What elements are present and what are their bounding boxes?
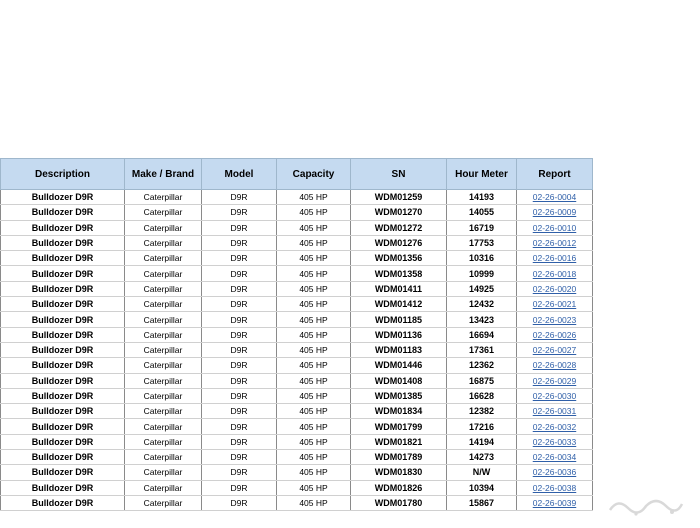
report-link[interactable]: 02-26-0034	[532, 452, 577, 463]
cell-report	[517, 450, 593, 465]
report-link[interactable]: 02-26-0039	[532, 498, 577, 509]
cell-report	[517, 190, 593, 205]
table-row	[1, 327, 593, 342]
cell-report	[517, 205, 593, 220]
cell-model: D9R	[202, 266, 277, 281]
cell-capacity: 405 HP	[277, 297, 351, 312]
cell-make-brand: Caterpillar	[125, 342, 202, 357]
cell-report	[517, 266, 593, 281]
report-link[interactable]: 02-26-0010	[532, 222, 577, 233]
table-row	[1, 342, 593, 357]
cell-model: D9R	[202, 465, 277, 480]
cell-report	[517, 480, 593, 495]
table-row	[1, 220, 593, 235]
cell-model: D9R	[202, 404, 277, 419]
cell-report	[517, 465, 593, 480]
header-hour-meter[interactable]: Hour Meter	[447, 159, 517, 190]
cell-sn: WDM01183	[351, 342, 447, 357]
cell-report	[517, 281, 593, 296]
cell-report	[517, 251, 593, 266]
table-row	[1, 235, 593, 250]
cell-make-brand: Caterpillar	[125, 220, 202, 235]
cell-make-brand: Caterpillar	[125, 388, 202, 403]
cell-description: Bulldozer D9R	[1, 434, 125, 449]
cell-description: Bulldozer D9R	[1, 297, 125, 312]
cell-model: D9R	[202, 190, 277, 205]
report-link[interactable]: 02-26-0020	[532, 283, 577, 294]
cell-make-brand: Caterpillar	[125, 235, 202, 250]
cell-sn: WDM01834	[351, 404, 447, 419]
cell-model: D9R	[202, 373, 277, 388]
cell-hour-meter: 17361	[447, 342, 517, 357]
cell-make-brand: Caterpillar	[125, 205, 202, 220]
table-row	[1, 312, 593, 327]
cell-description: Bulldozer D9R	[1, 480, 125, 495]
cell-hour-meter: 16628	[447, 388, 517, 403]
cell-model: D9R	[202, 312, 277, 327]
table-row	[1, 251, 593, 266]
cell-make-brand: Caterpillar	[125, 419, 202, 434]
cell-model: D9R	[202, 297, 277, 312]
cell-capacity: 405 HP	[277, 281, 351, 296]
table-row	[1, 465, 593, 480]
table-row	[1, 205, 593, 220]
cell-model: D9R	[202, 251, 277, 266]
cell-description: Bulldozer D9R	[1, 251, 125, 266]
cell-make-brand: Caterpillar	[125, 266, 202, 281]
table-body	[1, 190, 593, 511]
cell-make-brand: Caterpillar	[125, 281, 202, 296]
cell-make-brand: Caterpillar	[125, 297, 202, 312]
cell-capacity: 405 HP	[277, 235, 351, 250]
cell-description: Bulldozer D9R	[1, 342, 125, 357]
cell-sn: WDM01276	[351, 235, 447, 250]
cell-description: Bulldozer D9R	[1, 266, 125, 281]
cell-description: Bulldozer D9R	[1, 450, 125, 465]
cell-sn: WDM01446	[351, 358, 447, 373]
table-row	[1, 373, 593, 388]
table-row	[1, 266, 593, 281]
cell-model: D9R	[202, 419, 277, 434]
header-sn[interactable]: SN	[351, 159, 447, 190]
cell-report	[517, 404, 593, 419]
table-row	[1, 404, 593, 419]
cell-model: D9R	[202, 388, 277, 403]
cell-report	[517, 358, 593, 373]
cell-sn: WDM01789	[351, 450, 447, 465]
cell-make-brand: Caterpillar	[125, 190, 202, 205]
cell-capacity: 405 HP	[277, 434, 351, 449]
header-description[interactable]: Description	[1, 159, 125, 190]
cell-description: Bulldozer D9R	[1, 205, 125, 220]
cell-make-brand: Caterpillar	[125, 480, 202, 495]
cell-hour-meter: 16694	[447, 327, 517, 342]
cell-make-brand: Caterpillar	[125, 465, 202, 480]
cell-capacity: 405 HP	[277, 342, 351, 357]
cell-report	[517, 312, 593, 327]
cell-hour-meter: 17216	[447, 419, 517, 434]
cell-hour-meter: 12362	[447, 358, 517, 373]
cell-model: D9R	[202, 342, 277, 357]
cell-hour-meter: 10316	[447, 251, 517, 266]
cell-hour-meter: 10394	[447, 480, 517, 495]
cell-make-brand: Caterpillar	[125, 450, 202, 465]
table-row	[1, 480, 593, 495]
cell-model: D9R	[202, 450, 277, 465]
cell-description: Bulldozer D9R	[1, 358, 125, 373]
cell-sn: WDM01408	[351, 373, 447, 388]
header-capacity[interactable]: Capacity	[277, 159, 351, 190]
cell-hour-meter: 10999	[447, 266, 517, 281]
cell-capacity: 405 HP	[277, 450, 351, 465]
report-link[interactable]: 02-26-0016	[532, 253, 577, 264]
cell-make-brand: Caterpillar	[125, 327, 202, 342]
header-report[interactable]: Report	[517, 159, 593, 190]
report-link[interactable]: 02-26-0029	[532, 375, 577, 386]
cell-sn: WDM01270	[351, 205, 447, 220]
cell-report	[517, 342, 593, 357]
report-link[interactable]: 02-26-0036	[532, 467, 577, 478]
cell-description: Bulldozer D9R	[1, 327, 125, 342]
cell-hour-meter: 16719	[447, 220, 517, 235]
cell-hour-meter: 12432	[447, 297, 517, 312]
cell-hour-meter: 14193	[447, 190, 517, 205]
cell-capacity: 405 HP	[277, 327, 351, 342]
cell-model: D9R	[202, 235, 277, 250]
cell-capacity: 405 HP	[277, 358, 351, 373]
cell-capacity: 405 HP	[277, 266, 351, 281]
header-make-brand[interactable]: Make / Brand	[125, 159, 202, 190]
cell-sn: WDM01358	[351, 266, 447, 281]
cell-make-brand: Caterpillar	[125, 251, 202, 266]
cell-hour-meter: 16875	[447, 373, 517, 388]
table-row	[1, 434, 593, 449]
table-row	[1, 297, 593, 312]
cell-capacity: 405 HP	[277, 312, 351, 327]
cell-sn: WDM01259	[351, 190, 447, 205]
cell-description: Bulldozer D9R	[1, 190, 125, 205]
cell-sn: WDM01780	[351, 495, 447, 510]
cell-report	[517, 220, 593, 235]
cell-description: Bulldozer D9R	[1, 388, 125, 403]
report-link[interactable]: 02-26-0032	[532, 421, 577, 432]
report-link[interactable]: 02-26-0027	[532, 345, 577, 356]
equipment-table	[0, 158, 593, 511]
cell-description: Bulldozer D9R	[1, 495, 125, 510]
cell-capacity: 405 HP	[277, 388, 351, 403]
cell-capacity: 405 HP	[277, 220, 351, 235]
cell-capacity: 405 HP	[277, 251, 351, 266]
cell-capacity: 405 HP	[277, 480, 351, 495]
cell-model: D9R	[202, 434, 277, 449]
report-link[interactable]: 02-26-0031	[532, 406, 577, 417]
cell-sn: WDM01821	[351, 434, 447, 449]
cell-report	[517, 388, 593, 403]
cell-model: D9R	[202, 220, 277, 235]
cell-model: D9R	[202, 480, 277, 495]
cell-hour-meter: 12382	[447, 404, 517, 419]
cell-report	[517, 419, 593, 434]
cell-description: Bulldozer D9R	[1, 281, 125, 296]
cell-make-brand: Caterpillar	[125, 434, 202, 449]
cell-model: D9R	[202, 495, 277, 510]
cell-model: D9R	[202, 327, 277, 342]
cell-sn: WDM01412	[351, 297, 447, 312]
cell-hour-meter: 14194	[447, 434, 517, 449]
cell-description: Bulldozer D9R	[1, 404, 125, 419]
cell-description: Bulldozer D9R	[1, 220, 125, 235]
cell-sn: WDM01799	[351, 419, 447, 434]
cell-description: Bulldozer D9R	[1, 465, 125, 480]
cell-hour-meter: 14273	[447, 450, 517, 465]
report-link[interactable]: 02-26-0018	[532, 268, 577, 279]
cell-sn: WDM01385	[351, 388, 447, 403]
report-link[interactable]: 02-26-0009	[532, 207, 577, 218]
cell-hour-meter: 14055	[447, 205, 517, 220]
cell-make-brand: Caterpillar	[125, 312, 202, 327]
cell-make-brand: Caterpillar	[125, 495, 202, 510]
header-row	[1, 159, 593, 190]
cell-make-brand: Caterpillar	[125, 373, 202, 388]
table-row	[1, 281, 593, 296]
cell-description: Bulldozer D9R	[1, 312, 125, 327]
cell-capacity: 405 HP	[277, 205, 351, 220]
table-row	[1, 450, 593, 465]
cell-capacity: 405 HP	[277, 495, 351, 510]
table-row	[1, 495, 593, 510]
report-link[interactable]: 02-26-0026	[532, 329, 577, 340]
report-link[interactable]: 02-26-0012	[532, 238, 577, 249]
cell-sn: WDM01272	[351, 220, 447, 235]
cell-capacity: 405 HP	[277, 465, 351, 480]
cell-hour-meter: 17753	[447, 235, 517, 250]
report-link[interactable]: 02-26-0021	[532, 299, 577, 310]
cell-description: Bulldozer D9R	[1, 235, 125, 250]
table-row	[1, 190, 593, 205]
report-link[interactable]: 02-26-0030	[532, 391, 577, 401]
cell-sn: WDM01830	[351, 465, 447, 480]
cell-model: D9R	[202, 358, 277, 373]
cell-report	[517, 235, 593, 250]
cell-hour-meter: 14925	[447, 281, 517, 296]
cell-capacity: 405 HP	[277, 419, 351, 434]
cell-report	[517, 434, 593, 449]
header-model[interactable]: Model	[202, 159, 277, 190]
cell-sn: WDM01411	[351, 281, 447, 296]
cell-model: D9R	[202, 281, 277, 296]
report-link[interactable]: 02-26-0023	[532, 314, 577, 325]
cell-report	[517, 297, 593, 312]
cell-capacity: 405 HP	[277, 373, 351, 388]
cell-report	[517, 495, 593, 510]
report-link[interactable]: 02-26-0028	[532, 360, 577, 371]
report-link[interactable]: 02-26-0004	[532, 192, 577, 203]
table-row	[1, 419, 593, 434]
cell-description: Bulldozer D9R	[1, 373, 125, 388]
cell-make-brand: Caterpillar	[125, 358, 202, 373]
cell-sn: WDM01185	[351, 312, 447, 327]
cell-capacity: 405 HP	[277, 190, 351, 205]
cell-hour-meter: 15867	[447, 495, 517, 510]
cell-make-brand: Caterpillar	[125, 404, 202, 419]
cell-capacity: 405 HP	[277, 404, 351, 419]
cell-report	[517, 373, 593, 388]
cell-sn: WDM01826	[351, 480, 447, 495]
cell-sn: WDM01136	[351, 327, 447, 342]
watermark-logo	[606, 492, 686, 518]
cell-model: D9R	[202, 205, 277, 220]
cell-description: Bulldozer D9R	[1, 419, 125, 434]
cell-report	[517, 327, 593, 342]
cell-sn: WDM01356	[351, 251, 447, 266]
report-link[interactable]: 02-26-0033	[532, 436, 577, 447]
table-header	[1, 159, 593, 190]
table-row	[1, 358, 593, 373]
report-link[interactable]: 02-26-0038	[532, 482, 577, 493]
table-row	[1, 388, 593, 403]
cell-hour-meter: N/W	[447, 465, 517, 480]
cell-hour-meter: 13423	[447, 312, 517, 327]
